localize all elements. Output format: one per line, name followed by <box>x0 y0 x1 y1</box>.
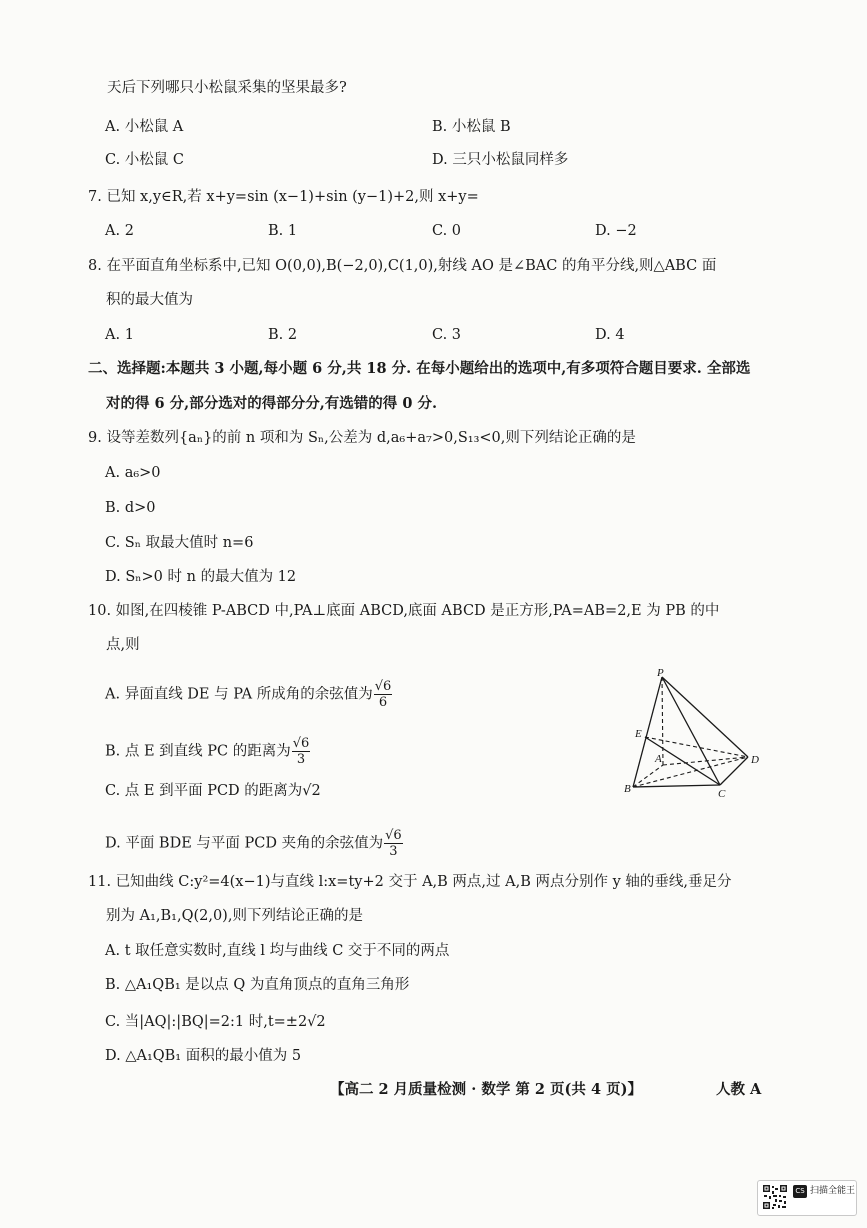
q9-option-a: A. a₆>0 <box>105 465 161 481</box>
q7-stem: 7. 已知 x,y∈R,若 x+y=sin (x−1)+sin (y−1)+2,则 x+y= <box>88 189 479 205</box>
q10-option-a-text: A. 异面直线 DE 与 PA 所成角的余弦值为 <box>105 686 373 703</box>
q8-option-a: A. 1 <box>105 327 134 343</box>
q7-option-d: D. −2 <box>595 223 637 239</box>
q11-option-a: A. t 取任意实数时,直线 l 均与曲线 C 交于不同的两点 <box>105 943 450 959</box>
vertex-label-b: B <box>624 783 631 795</box>
q10-option-a-denominator: 6 <box>378 695 388 710</box>
q11-option-c: C. 当|AQ|:|BQ|=2:1 时,t=±2√2 <box>105 1014 326 1030</box>
edge-cd <box>720 757 748 785</box>
q10-option-a-fraction <box>374 679 393 710</box>
q8-option-c: C. 3 <box>432 327 462 343</box>
section-2-header-line1: 二、选择题:本题共 3 小题,每小题 6 分,共 18 分. 在每小题给出的选项中,有多项符合题目要求. 全部选 <box>88 360 751 377</box>
qr-code-icon <box>762 1184 788 1210</box>
scanner-app-name: 扫描全能王 <box>810 1186 856 1196</box>
scanner-badge <box>757 1180 857 1216</box>
q9-option-d: D. Sₙ>0 时 n 的最大值为 12 <box>105 569 297 585</box>
q10-option-b-denominator: 3 <box>296 752 306 767</box>
vertex-label-a: A <box>655 753 662 765</box>
q10-stem-line1: 10. 如图,在四棱锥 P-ABCD 中,PA⊥底面 ABCD,底面 ABCD 是正方形,PA=AB=2,E 为 PB 的中 <box>88 603 720 619</box>
q6-option-a: A. 小松鼠 A <box>105 119 184 135</box>
q10-option-d <box>105 828 403 859</box>
q11-option-d: D. △A₁QB₁ 面积的最小值为 5 <box>105 1048 302 1064</box>
edge-bc <box>633 785 720 787</box>
q10-option-a <box>105 679 392 710</box>
q7-option-b: B. 1 <box>268 223 298 239</box>
q7-option-c: C. 0 <box>432 223 462 239</box>
vertex-label-e: E <box>635 728 642 740</box>
vertex-label-d: D <box>751 754 759 766</box>
q9-stem: 9. 设等差数列{aₙ}的前 n 项和为 Sₙ,公差为 d,a₆+a₇>0,S₁₃<0,则下列结论正确的是 <box>88 430 636 446</box>
q10-option-b-numerator: √6 <box>292 736 310 751</box>
q11-stem-line2: 别为 A₁,B₁,Q(2,0),则下列结论正确的是 <box>106 908 363 924</box>
q9-option-c: C. Sₙ 取最大值时 n=6 <box>105 535 254 551</box>
edition-label: 人教 A <box>716 1081 762 1098</box>
cs-logo-icon: CS <box>793 1185 807 1198</box>
q10-option-d-numerator: √6 <box>385 828 402 843</box>
page-footer: 【高二 2 月质量检测 · 数学 第 2 页(共 4 页)】 <box>330 1081 642 1098</box>
q11-option-b: B. △A₁QB₁ 是以点 Q 为直角顶点的直角三角形 <box>105 977 410 993</box>
q10-option-d-text: D. 平面 BDE 与平面 PCD 夹角的余弦值为 <box>105 835 384 852</box>
section-2-header-line2: 对的得 6 分,部分选对的得部分分,有选错的得 0 分. <box>106 395 438 412</box>
q8-option-b: B. 2 <box>268 327 298 343</box>
segment-bd-hidden <box>633 757 748 787</box>
q6-stem-continuation: 天后下列哪只小松鼠采集的坚果最多? <box>107 80 347 96</box>
q6-option-b: B. 小松鼠 B <box>432 119 511 135</box>
q10-option-c-value: √2 <box>302 783 321 799</box>
q8-option-d: D. 4 <box>595 327 625 343</box>
q10-stem-line2: 点,则 <box>106 637 140 653</box>
q7-option-a: A. 2 <box>105 223 134 239</box>
vertex-label-c: C <box>718 788 726 800</box>
q6-option-c: C. 小松鼠 C <box>105 152 184 168</box>
q10-option-c-text: C. 点 E 到平面 PCD 的距离为 <box>105 783 303 799</box>
q9-option-b: B. d>0 <box>105 500 156 516</box>
edge-pc <box>662 677 720 785</box>
q10-option-b-text: B. 点 E 到直线 PC 的距离为 <box>105 743 291 760</box>
pyramid-figure <box>615 665 775 805</box>
q11-stem-line1: 11. 已知曲线 C:y²=4(x−1)与直线 l:x=ty+2 交于 A,B 两点,过 A,B 两点分别作 y 轴的垂线,垂足分 <box>88 874 732 890</box>
q10-option-b-fraction <box>292 736 311 767</box>
q10-option-d-denominator: 3 <box>389 844 398 859</box>
q8-stem-line1: 8. 在平面直角坐标系中,已知 O(0,0),B(−2,0),C(1,0),射线 AO 是∠BAC 的角平分线,则△ABC 面 <box>88 258 717 274</box>
q8-stem-line2: 积的最大值为 <box>106 292 193 308</box>
vertex-label-p: P <box>657 667 664 679</box>
q10-option-a-numerator: √6 <box>374 679 392 694</box>
q10-option-c <box>105 781 321 801</box>
edge-pa-hidden <box>662 677 663 765</box>
q10-option-d-fraction <box>384 828 403 859</box>
edge-pd <box>662 677 748 757</box>
q6-option-d: D. 三只小松鼠同样多 <box>432 152 569 168</box>
q10-option-b <box>105 736 310 767</box>
